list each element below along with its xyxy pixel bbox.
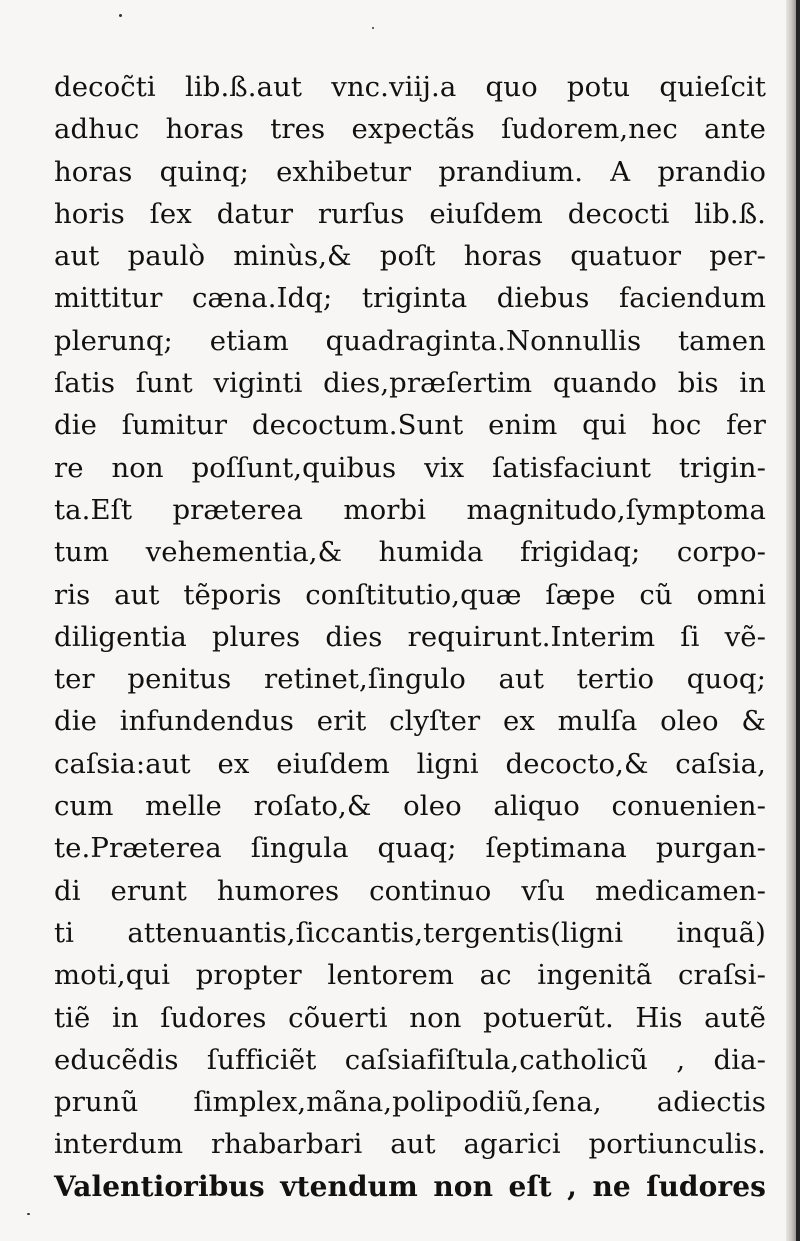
text-line-3: horas quinq; exhibetur prandium. A prandio (54, 155, 766, 188)
text-line-2: adhuc horas tres expectãs ſudorem,nec ante (54, 113, 766, 146)
text-line-13: ris aut tẽporis conſtitutio,quæ ſæpe cũ omni (54, 578, 766, 611)
text-line-1: decoc̃ti lib.ß.aut vnc.viij.a quo potu quieſcit (54, 71, 766, 103)
page-binding-edge (796, 0, 800, 1241)
text-line-7: plerunq; etiam quadraginta.Nonnullis tamen (54, 324, 766, 357)
text-line-9: die ſumitur decoctum.Sunt enim qui hoc fer (54, 409, 766, 442)
text-line-24: educẽdis ſufficiẽt caſsiafiſtula,catholicũ , dia- (54, 1043, 766, 1076)
text-line-16: die infundendus erit clyſter ex mulſa oleo & (54, 705, 766, 738)
ink-speck (372, 27, 374, 29)
text-line-20: di erunt humores continuo vſu medicamen- (54, 874, 766, 907)
text-line-10: re non poſſunt,quibus vix ſatisfaciunt trigin- (54, 451, 766, 484)
text-line-4: horis ſex datur rurſus eiuſdem decocti lib.ß. (54, 197, 766, 230)
text-line-27: Valentioribus vtendum non eſt , ne ſudores (54, 1169, 766, 1203)
text-line-19: te.Præterea ſingula quaq; ſeptimana purgan- (54, 832, 766, 865)
text-line-11: ta.Eſt præterea morbi magnitudo,ſymptoma (54, 493, 766, 526)
text-line-25: prunũ ſimplex,mãna,polipodiũ,ſena, adiectis (54, 1086, 766, 1119)
text-line-18: cum melle roſato,& oleo aliquo conuenien- (54, 790, 766, 823)
text-line-15: ter penitus retinet,ſingulo aut tertio quoq; (54, 663, 766, 696)
text-line-17: caſsia:aut ex eiuſdem ligni decocto,& caſsia, (54, 747, 766, 780)
text-line-23: tiẽ in ſudores cõuerti non potuerũt. His autẽ (54, 1001, 766, 1034)
text-line-21: ti attenuantis,ſiccantis,tergentis(ligni inquã) (54, 916, 766, 949)
text-line-14: diligentia plures dies requirunt.Interim ſi vẽ- (54, 620, 766, 653)
text-line-8: ſatis ſunt viginti dies,præſertim quando bis in (54, 367, 766, 400)
text-line-22: moti,qui propter lentorem ac ingenitã craſsi- (54, 959, 766, 992)
text-line-5: aut paulò minùs,& poſt horas quatuor per- (54, 240, 766, 273)
text-line-12: tum vehementia,& humida frigidaq; corpo- (54, 536, 766, 569)
page-text-block (54, 66, 766, 1208)
ink-speck (119, 14, 122, 17)
text-line-6: mittitur cæna.Idq; triginta diebus faciendum (54, 282, 766, 315)
ink-speck (27, 1213, 30, 1215)
text-line-26: interdum rhabarbari aut agarici portiunculis. (54, 1128, 766, 1161)
